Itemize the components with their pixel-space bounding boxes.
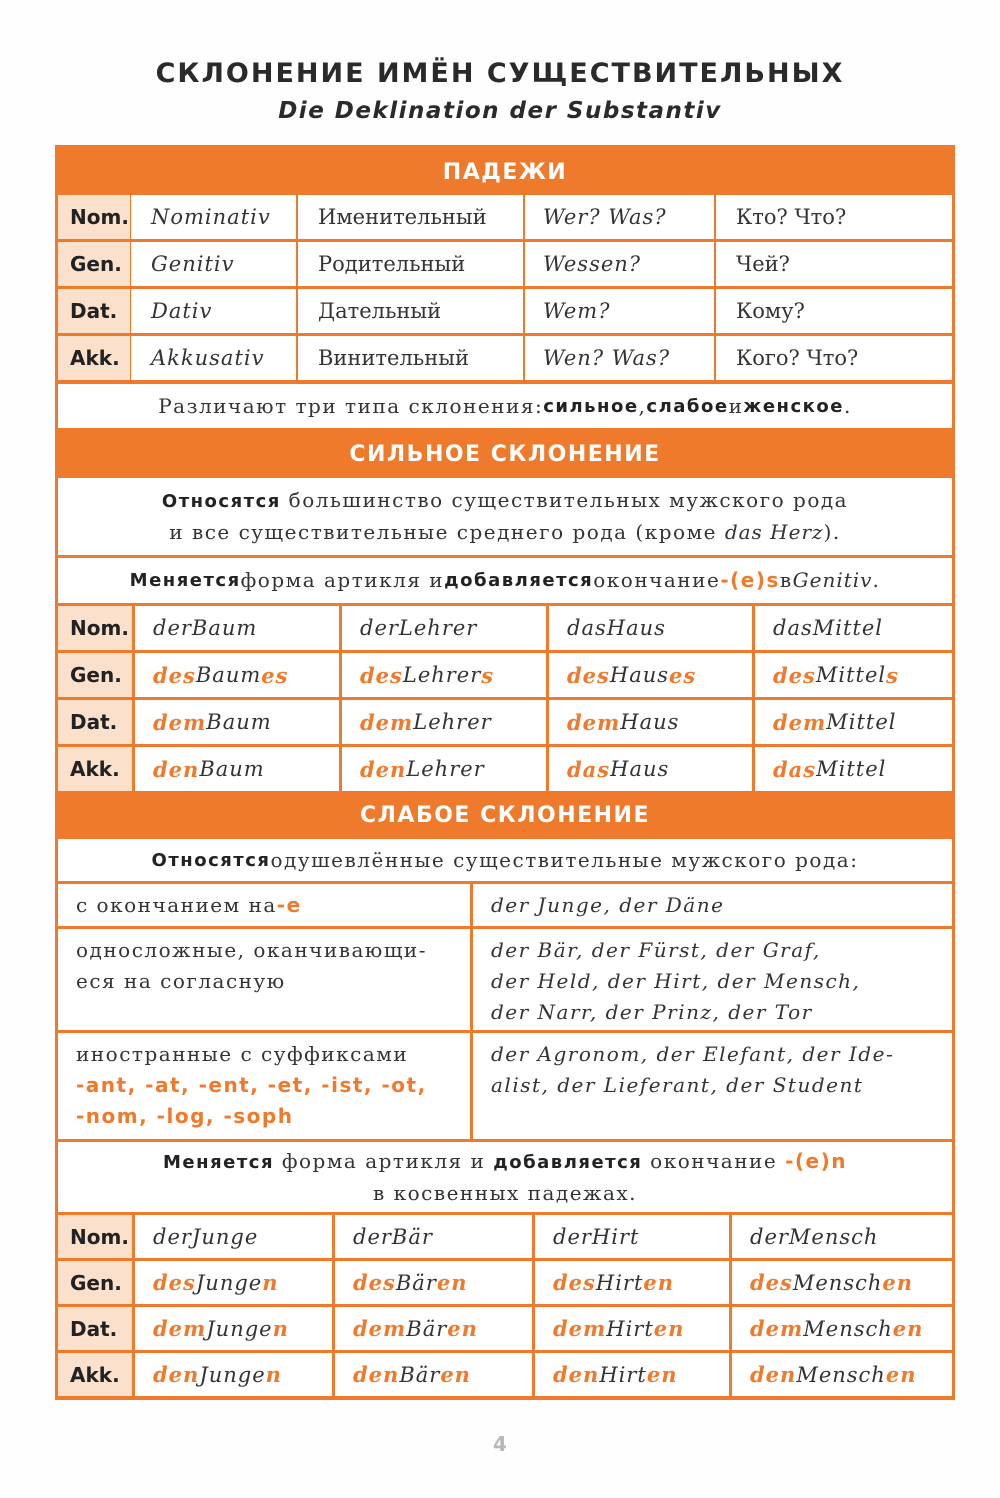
question-de: Wessen?: [525, 242, 714, 286]
question-ru: Чей?: [716, 242, 952, 286]
type-strong: сильное: [543, 395, 639, 417]
noun-stem: Junge: [206, 1316, 273, 1341]
noun-stem: Hirt: [599, 1362, 647, 1387]
article: des: [750, 1270, 793, 1295]
noun-stem: Junge: [191, 1224, 259, 1249]
case-abbr: Nom.: [58, 1215, 132, 1258]
page-title: СКЛОНЕНИЕ ИМЁН СУЩЕСТВИТЕЛЬНЫХ: [155, 58, 845, 89]
group-examples: [473, 929, 952, 1030]
case-ru: Именительный: [298, 195, 523, 239]
note-sep: ,: [638, 393, 647, 418]
declension-cell: [549, 700, 752, 744]
case-abbr: Dat.: [58, 1307, 132, 1350]
strong-relates: [58, 478, 952, 555]
group-suffixes: -ant, -at, -ent, -et, -ist, -ot,: [76, 1073, 427, 1097]
declension-cell: [535, 1307, 729, 1350]
noun-stem: Hirt: [591, 1224, 640, 1249]
noun-stem: Haus: [606, 616, 666, 640]
case-abbr: Nom.: [58, 195, 130, 239]
case-abbr: Gen.: [58, 242, 130, 286]
article: des: [567, 662, 610, 688]
group-examples: [473, 1033, 952, 1139]
rule-bold: Меняется: [163, 1151, 274, 1173]
question-de: Wem?: [525, 289, 714, 333]
noun-stem: Lehrer: [413, 710, 492, 734]
declension-cell: [135, 747, 339, 791]
declension-cell: [535, 1353, 729, 1396]
rule-ending: -(e)n: [785, 1148, 847, 1173]
noun-ending: n: [272, 1316, 289, 1341]
noun-stem: Haus: [610, 757, 670, 781]
declension-cell: [335, 1261, 532, 1304]
noun-stem: Baum: [191, 616, 258, 640]
noun-stem: Mittel: [816, 757, 887, 781]
noun-stem: Baum: [206, 710, 272, 734]
group-monosyllabic: [58, 929, 470, 1030]
article: dem: [773, 709, 827, 735]
rule-text: окончание: [642, 1148, 786, 1173]
noun-stem: Bär: [406, 1316, 448, 1341]
declension-cell: [535, 1215, 729, 1258]
noun-stem: Lehrer: [402, 663, 482, 687]
declension-cell: [549, 606, 752, 650]
case-abbr: Akk.: [58, 336, 130, 380]
noun-ending: en: [646, 1362, 678, 1387]
example-line: der Narr, der Prinz, der Tor: [491, 1000, 813, 1024]
question-de: Wen? Was?: [525, 336, 714, 380]
case-abbr: Nom.: [58, 606, 132, 650]
rule-text: .: [872, 568, 881, 592]
article: der: [153, 616, 192, 640]
declension-cell: [755, 653, 952, 697]
article: den: [153, 756, 200, 782]
article: den: [153, 1362, 200, 1387]
article: das: [773, 756, 817, 782]
article: dem: [353, 1316, 407, 1341]
noun-stem: Junge: [195, 1270, 263, 1295]
article: des: [153, 662, 196, 688]
noun-stem: Bär: [391, 1224, 433, 1249]
article: des: [553, 1270, 596, 1295]
rule-bold: добавляется: [444, 570, 594, 591]
table-frame: [55, 145, 955, 1400]
case-latin: Nominativ: [131, 195, 296, 239]
relates-text: и все существительные среднего рода (кроме: [169, 520, 725, 544]
declension-cell: [755, 747, 952, 791]
article: dem: [153, 709, 207, 735]
weak-change-rule: [58, 1142, 952, 1212]
noun-ending: en: [885, 1362, 917, 1387]
declension-cell: [342, 653, 546, 697]
article: der: [353, 1224, 392, 1249]
rule-text: форма артикля и: [240, 568, 445, 592]
rule-bold: Меняется: [129, 570, 241, 591]
question-ru: Кого? Что?: [716, 336, 952, 380]
article: den: [553, 1362, 600, 1387]
rule-text: в: [779, 568, 793, 592]
rule-text: окончание: [593, 568, 721, 592]
case-latin: Genitiv: [131, 242, 296, 286]
noun-ending: en: [882, 1270, 914, 1295]
case-ru: Родительный: [298, 242, 523, 286]
noun-stem: Mittel: [826, 710, 897, 734]
article: der: [553, 1224, 592, 1249]
question-ru: Кому?: [716, 289, 952, 333]
declension-cell: [549, 653, 752, 697]
noun-stem: Baum: [195, 663, 262, 687]
relates-exception: das Herz: [724, 520, 824, 544]
example-line: der Agronom, der Elefant, der Ide-: [491, 1042, 895, 1066]
noun-stem: Haus: [609, 663, 670, 687]
group-ending-e: [58, 884, 470, 926]
group-ending: -e: [276, 892, 302, 917]
rule-bold: добавляется: [493, 1151, 643, 1173]
strong-relates-line2: [169, 517, 840, 548]
article: dem: [153, 1316, 207, 1341]
noun-ending: s: [886, 662, 899, 688]
cases-header: ПАДЕЖИ: [55, 153, 955, 193]
article: das: [567, 616, 607, 640]
case-abbr: Akk.: [58, 747, 132, 791]
group-examples: der Junge, der Däne: [473, 884, 952, 926]
noun-ending: en: [643, 1270, 675, 1295]
relates-text: ).: [823, 520, 841, 544]
note-sep: и: [728, 393, 744, 418]
case-abbr: Dat.: [58, 700, 132, 744]
group-text: односложные, оканчивающи-: [76, 938, 427, 962]
declension-cell: [549, 747, 752, 791]
group-text: иностранные с суффиксами: [76, 1042, 409, 1066]
relates-bold: Относятся: [161, 491, 281, 512]
article: das: [773, 616, 813, 640]
example-line: der Bär, der Fürst, der Graf,: [491, 938, 821, 962]
example-line: der Held, der Hirt, der Mensch,: [491, 969, 861, 993]
rule-case: Genitiv: [792, 568, 873, 592]
declension-cell: [135, 1307, 332, 1350]
article: dem: [567, 709, 621, 735]
noun-stem: Lehrer: [398, 616, 478, 640]
article: den: [360, 756, 407, 782]
note-end: .: [843, 393, 852, 418]
question-de: Wer? Was?: [525, 195, 714, 239]
noun-ending: en: [447, 1316, 478, 1341]
noun-stem: Hirt: [595, 1270, 644, 1295]
relates-text: большинство существительных мужского рода: [280, 488, 849, 512]
article: der: [750, 1224, 789, 1249]
noun-ending: en: [653, 1316, 685, 1341]
noun-stem: Baum: [199, 757, 265, 781]
noun-ending: n: [265, 1362, 282, 1387]
page-subtitle: Die Deklination der Substantiv: [278, 98, 722, 124]
weak-header: СЛАБОЕ СКЛОНЕНИЕ: [55, 796, 955, 836]
article: dem: [553, 1316, 607, 1341]
rule-text: форма артикля и: [274, 1148, 494, 1173]
noun-ending: s: [481, 662, 495, 688]
article: den: [353, 1362, 400, 1387]
case-abbr: Gen.: [58, 1261, 132, 1304]
declension-cell: [342, 606, 546, 650]
group-foreign: [58, 1033, 470, 1139]
page-number: 4: [493, 1432, 507, 1456]
declension-cell: [135, 1353, 332, 1396]
article: dem: [360, 709, 414, 735]
noun-stem: Lehrer: [406, 757, 485, 781]
group-text: с окончанием на: [76, 892, 277, 917]
noun-stem: Mittel: [815, 663, 887, 687]
declension-cell: [732, 1261, 952, 1304]
noun-stem: Mensch: [796, 1362, 886, 1387]
noun-ending: en: [436, 1270, 468, 1295]
noun-stem: Haus: [620, 710, 680, 734]
declension-cell: [335, 1353, 532, 1396]
type-feminine: женское: [743, 395, 844, 417]
declension-cell: [335, 1215, 532, 1258]
case-ru: Винительный: [298, 336, 523, 380]
declension-cell: [755, 606, 952, 650]
declension-cell: [732, 1353, 952, 1396]
noun-stem: Junge: [199, 1362, 266, 1387]
noun-ending: n: [262, 1270, 279, 1295]
article: des: [360, 662, 403, 688]
article: dem: [750, 1316, 804, 1341]
declension-cell: [732, 1215, 952, 1258]
relates-text: одушевлённые существительные мужского рода:: [270, 847, 859, 872]
case-abbr: Gen.: [58, 653, 132, 697]
case-latin: Dativ: [131, 289, 296, 333]
declension-cell: [135, 700, 339, 744]
weak-change-line2: в косвенных падежах.: [372, 1180, 638, 1205]
noun-stem: Mensch: [792, 1270, 883, 1295]
strong-header: СИЛЬНОЕ СКЛОНЕНИЕ: [55, 435, 955, 475]
noun-ending: en: [892, 1316, 924, 1341]
article: das: [567, 756, 611, 782]
weak-change-line1: [163, 1146, 847, 1178]
declension-cell: [342, 700, 546, 744]
declension-cell: [135, 653, 339, 697]
article: der: [153, 1224, 192, 1249]
declension-cell: [335, 1307, 532, 1350]
noun-ending: es: [261, 662, 289, 688]
noun-ending: en: [440, 1362, 471, 1387]
article: der: [360, 616, 399, 640]
noun-stem: Bär: [399, 1362, 441, 1387]
declension-cell: [135, 606, 339, 650]
type-weak: слабое: [646, 395, 729, 417]
question-ru: Кто? Что?: [716, 195, 952, 239]
strong-change-rule: [58, 558, 952, 603]
weak-relates: [58, 839, 952, 881]
note-text: Различают три типа склонения:: [158, 393, 544, 418]
noun-ending: es: [669, 662, 697, 688]
noun-stem: Mensch: [803, 1316, 893, 1341]
noun-stem: Mensch: [788, 1224, 879, 1249]
group-suffixes: -nom, -log, -soph: [76, 1104, 294, 1128]
article: des: [773, 662, 816, 688]
declension-types-note: [58, 384, 952, 428]
noun-stem: Mittel: [812, 616, 883, 640]
article: des: [153, 1270, 196, 1295]
case-abbr: Akk.: [58, 1353, 132, 1396]
case-abbr: Dat.: [58, 289, 130, 333]
relates-bold: Относятся: [151, 849, 271, 871]
noun-stem: Bär: [395, 1270, 437, 1295]
declension-cell: [732, 1307, 952, 1350]
declension-cell: [135, 1215, 332, 1258]
strong-relates-line1: [162, 485, 848, 517]
declension-cell: [755, 700, 952, 744]
group-text: еся на согласную: [76, 969, 286, 993]
case-ru: Дательный: [298, 289, 523, 333]
declension-cell: [342, 747, 546, 791]
article: den: [750, 1362, 797, 1387]
example-line: alist, der Lieferant, der Student: [491, 1073, 864, 1097]
article: des: [353, 1270, 396, 1295]
noun-stem: Hirt: [606, 1316, 654, 1341]
declension-cell: [535, 1261, 729, 1304]
case-latin: Akkusativ: [131, 336, 296, 380]
declension-cell: [135, 1261, 332, 1304]
rule-ending: -(e)s: [720, 568, 780, 592]
